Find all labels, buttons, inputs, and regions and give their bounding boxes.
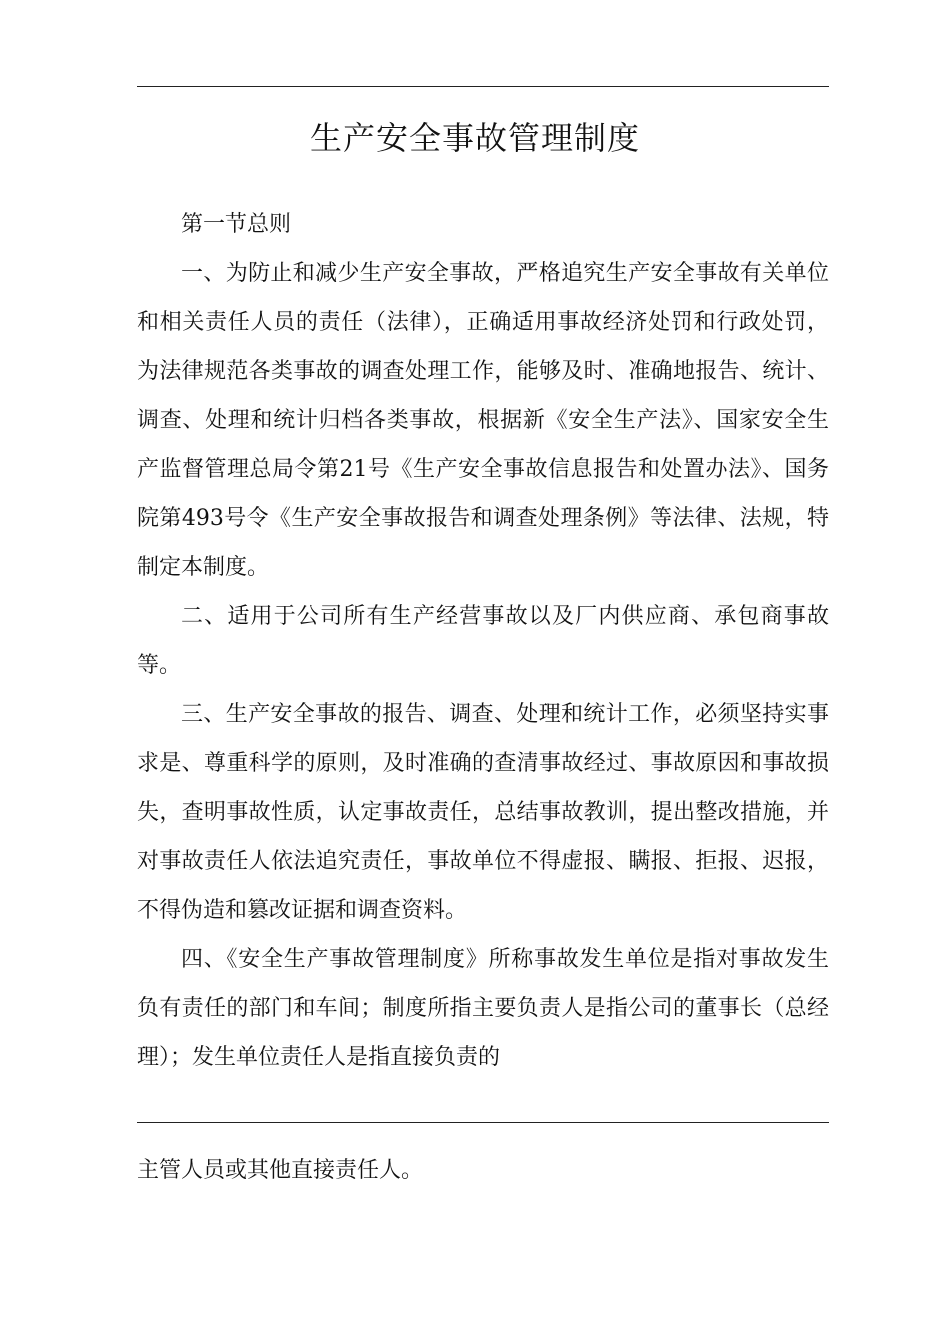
document-body xyxy=(137,200,829,1082)
continuation-text: 主管人员或其他直接责任人。 xyxy=(137,1158,424,1183)
paragraph-3: 三、生产安全事故的报告、调查、处理和统计工作，必须坚持实事求是、尊重科学的原则，及时准确的查清事故经过、事故原因和事故损失，查明事故性质，认定事故责任，总结事故教训，提出整改措施，并对事故责任人依法追究责任，事故单位不得虚报、瞒报、拒报、迟报，不得伪造和篡改证据和调查资料。 xyxy=(137,702,829,923)
page-break-rule xyxy=(137,1122,829,1123)
paragraph-4: 四、《安全生产事故管理制度》所称事故发生单位是指对事故发生负有责任的部门和车间；制度所指主要负责人是指公司的董事长（总经理）；发生单位责任人是指直接负责的 xyxy=(137,947,829,1070)
section-heading: 第一节总则 xyxy=(181,212,292,237)
paragraph-1: 一、为防止和减少生产安全事故，严格追究生产安全事故有关单位和相关责任人员的责任（法律），正确适用事故经济处罚和行政处罚，为法律规范各类事故的调查处理工作，能够及时、准确地报告、统计、调查、处理和统计归档各类事故，根据新《安全生产法》、国家安全生产监督管理总局令第21号《生产安全事故信息报告和处置办法》、国务院第493号令《生产安全事故报告和调查处理条例》等法律、法规，特制定本制度。 xyxy=(137,261,829,580)
header-rule xyxy=(137,86,829,87)
document-title: 生产安全事故管理制度 xyxy=(309,119,640,157)
paragraph-2: 二、适用于公司所有生产经营事故以及厂内供应商、承包商事故等。 xyxy=(137,604,829,678)
